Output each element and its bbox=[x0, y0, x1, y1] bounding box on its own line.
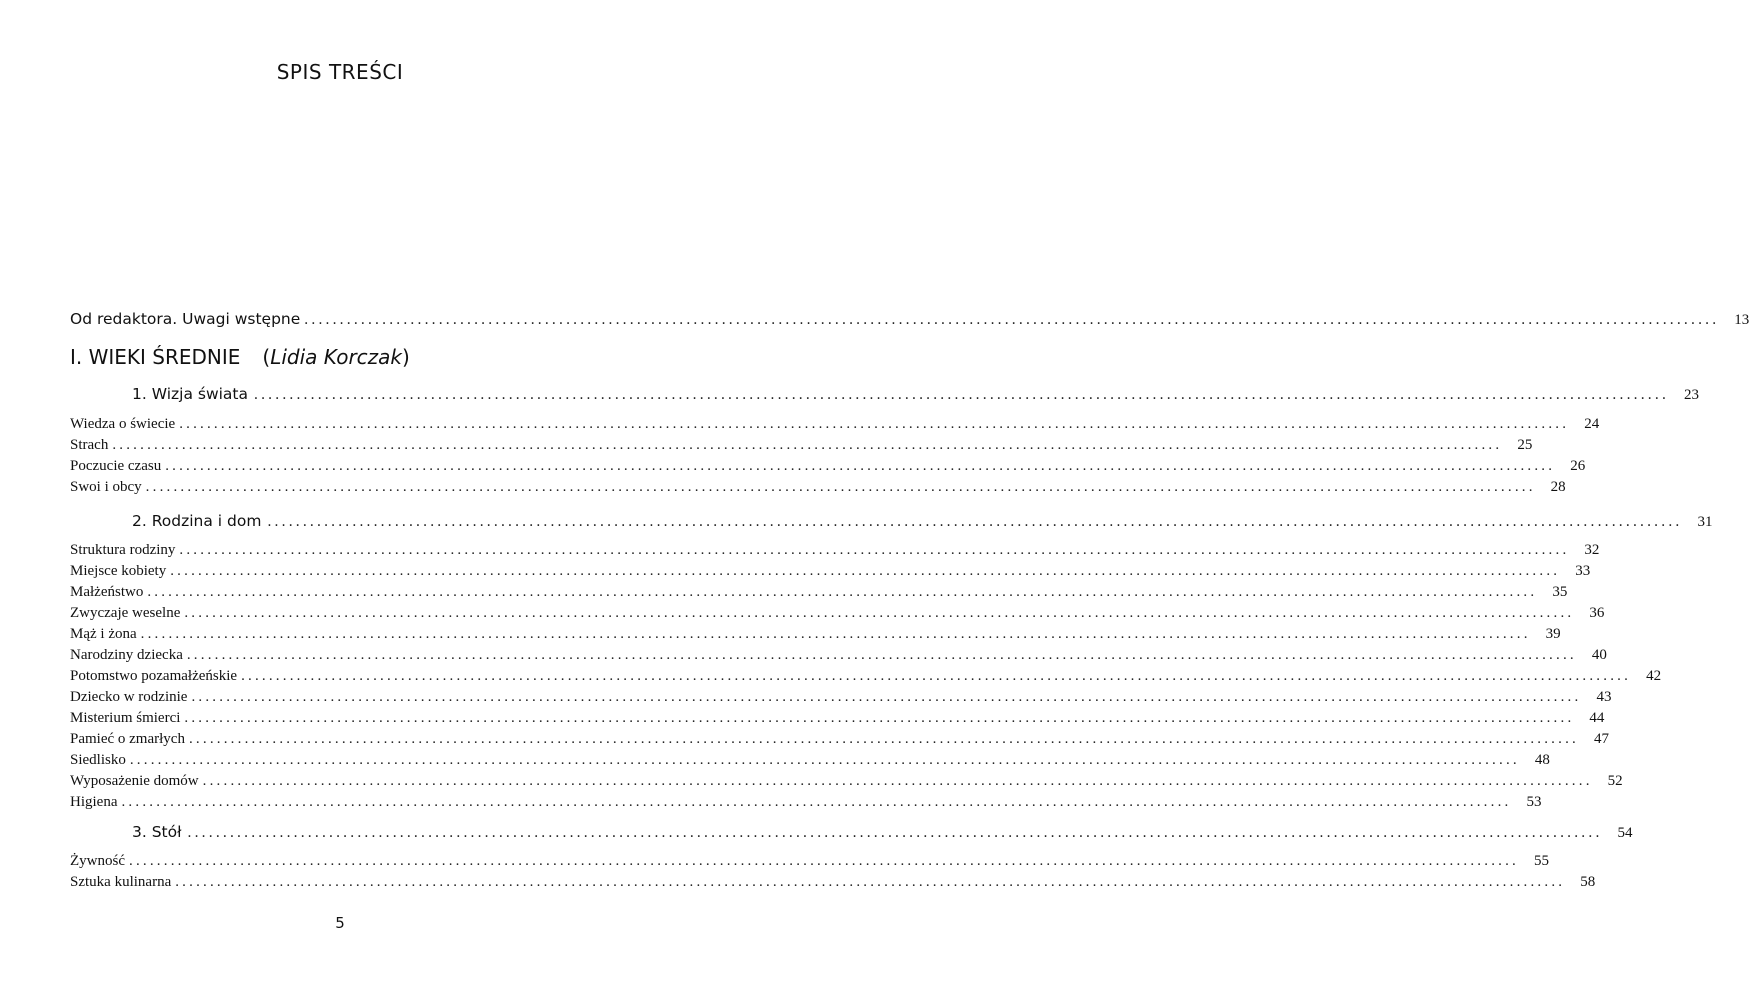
toc-entry-label: Dziecko w rodzinie bbox=[70, 689, 188, 705]
page-number-footer: 5 bbox=[335, 914, 345, 932]
leader-dots: ........................................................................................................................................................................................................ bbox=[165, 458, 1556, 474]
chapter-entries bbox=[70, 414, 1600, 498]
toc-entry bbox=[70, 582, 1568, 603]
toc-page-number: 33 bbox=[1575, 563, 1591, 579]
part-heading bbox=[70, 345, 410, 369]
toc-page-number: 26 bbox=[1570, 458, 1586, 474]
toc-entry-label: Wyposażenie domów bbox=[70, 773, 199, 789]
leader-dots: ........................................................................................................................................................................................................ bbox=[170, 563, 1561, 579]
leader-dots: ........................................................................................................................................................................................................ bbox=[179, 542, 1570, 558]
toc-entry bbox=[70, 872, 1596, 893]
toc-entry bbox=[70, 561, 1591, 582]
toc-entry-label: Strach bbox=[70, 437, 109, 453]
leader-dots: ........................................................................................................................................................................................................ bbox=[202, 773, 1593, 789]
toc-entry bbox=[70, 851, 1549, 872]
toc-page-number: 28 bbox=[1550, 479, 1566, 495]
toc-entry-label: Sztuka kulinarna bbox=[70, 874, 172, 890]
toc-page-number: 36 bbox=[1589, 605, 1605, 621]
toc-entry-label: Od redaktora. Uwagi wstępne bbox=[70, 310, 301, 328]
toc-page-number: 48 bbox=[1534, 752, 1550, 768]
leader-dots: ........................................................................................................................................................................................................ bbox=[241, 668, 1632, 684]
toc-page-number: 58 bbox=[1580, 874, 1596, 890]
toc-entry bbox=[70, 687, 1612, 708]
toc-entry-label: Małżeństwo bbox=[70, 584, 144, 600]
toc-entry-label: Siedlisko bbox=[70, 752, 126, 768]
chapter-entries bbox=[70, 540, 1662, 813]
chapter-heading bbox=[70, 512, 1713, 531]
leader-dots: ........................................................................................................................................................................................................ bbox=[304, 311, 1720, 328]
chapter-entries bbox=[70, 851, 1596, 893]
leader-dots: ........................................................................................................................................................................................................ bbox=[188, 731, 1579, 747]
toc-page-number: 39 bbox=[1545, 626, 1561, 642]
toc-entry bbox=[70, 477, 1566, 498]
leader-dots: ........................................................................................................................................................................................................ bbox=[129, 853, 1519, 869]
leader-dots: ........................................................................................................................................................................................................ bbox=[184, 605, 1575, 621]
leader-dots: ........................................................................................................................................................................................................ bbox=[147, 584, 1538, 600]
leader-dots: ........................................................................................................................................................................................................ bbox=[184, 710, 1575, 726]
toc-entry-label: Wiedza o świecie bbox=[70, 416, 176, 432]
toc-entry-label: Struktura rodziny bbox=[70, 542, 176, 558]
leader-dots: ........................................................................................................................................................................................................ bbox=[175, 874, 1566, 890]
chapter-title: 1. Wizja świata bbox=[132, 385, 249, 403]
toc-entry-label: Mąż i żona bbox=[70, 626, 137, 642]
toc-entry-label: Misterium śmierci bbox=[70, 710, 181, 726]
toc-entry bbox=[70, 456, 1586, 477]
toc-page-number: 43 bbox=[1596, 689, 1612, 705]
toc-entry-label: Miejsce kobiety bbox=[70, 563, 167, 579]
toc-page-number: 23 bbox=[1684, 387, 1700, 403]
toc-entry bbox=[70, 708, 1605, 729]
leader-dots: ........................................................................................................................................................................................................ bbox=[254, 386, 1670, 403]
toc-entry bbox=[70, 435, 1533, 456]
toc-entry-intro bbox=[70, 310, 1749, 329]
leader-dots: ........................................................................................................................................................................................................ bbox=[267, 513, 1683, 530]
toc-entry bbox=[70, 603, 1605, 624]
toc-page-number: 42 bbox=[1646, 668, 1662, 684]
toc-page-number: 25 bbox=[1517, 437, 1533, 453]
toc-entry-label: Pamieć o zmarłych bbox=[70, 731, 185, 747]
toc-page-number: 31 bbox=[1697, 514, 1713, 530]
toc-entry-label: Poczucie czasu bbox=[70, 458, 162, 474]
toc-page-number: 32 bbox=[1584, 542, 1600, 558]
toc-page-number: 55 bbox=[1534, 853, 1549, 869]
leader-dots: ........................................................................................................................................................................................................ bbox=[145, 479, 1536, 495]
chapter-title: 3. Stół bbox=[132, 823, 182, 841]
toc-entry bbox=[70, 771, 1623, 792]
chapter-heading bbox=[70, 385, 1700, 404]
toc-page-number: 40 bbox=[1591, 647, 1607, 663]
chapter-title: 2. Rodzina i dom bbox=[132, 512, 262, 530]
toc-entry bbox=[70, 540, 1600, 561]
toc-page-number: 44 bbox=[1589, 710, 1605, 726]
toc-page-number: 54 bbox=[1617, 825, 1633, 841]
part-title: I. WIEKI ŚREDNIE bbox=[70, 345, 241, 369]
leader-dots: ........................................................................................................................................................................................................ bbox=[186, 647, 1577, 663]
toc-page-number: 13 bbox=[1734, 312, 1749, 328]
toc-entry bbox=[70, 624, 1561, 645]
toc-page-number: 35 bbox=[1552, 584, 1568, 600]
toc-page-number: 53 bbox=[1526, 794, 1542, 810]
toc-entry bbox=[70, 792, 1542, 813]
toc-page-number: 47 bbox=[1593, 731, 1609, 747]
leader-dots: ........................................................................................................................................................................................................ bbox=[140, 626, 1531, 642]
toc-entry bbox=[70, 750, 1550, 771]
leader-dots: ........................................................................................................................................................................................................ bbox=[121, 794, 1512, 810]
leader-dots: ........................................................................................................................................................................................................ bbox=[191, 689, 1582, 705]
toc-entry-label: Narodziny dziecka bbox=[70, 647, 183, 663]
toc-entry-label: Swoi i obcy bbox=[70, 479, 142, 495]
leader-dots: ........................................................................................................................................................................................................ bbox=[179, 416, 1570, 432]
chapter-heading bbox=[70, 823, 1633, 842]
toc-page-number: 24 bbox=[1584, 416, 1600, 432]
toc-page-number: 52 bbox=[1607, 773, 1623, 789]
toc-entry bbox=[70, 645, 1607, 666]
toc-entry-label: Potomstwo pozamałżeńskie bbox=[70, 668, 238, 684]
toc-entry bbox=[70, 729, 1609, 750]
leader-dots: ........................................................................................................................................................................................................ bbox=[187, 824, 1603, 841]
part-author: (Lidia Korczak) bbox=[262, 345, 410, 369]
toc-entry bbox=[70, 666, 1662, 687]
toc-entry bbox=[70, 414, 1600, 435]
leader-dots: ........................................................................................................................................................................................................ bbox=[112, 437, 1503, 453]
leader-dots: ........................................................................................................................................................................................................ bbox=[129, 752, 1520, 768]
toc-entry-label: Żywność bbox=[70, 853, 125, 869]
toc-entry-label: Higiena bbox=[70, 794, 118, 810]
page-title: SPIS TREŚCI bbox=[276, 60, 404, 84]
toc-entry-label: Zwyczaje weselne bbox=[70, 605, 181, 621]
